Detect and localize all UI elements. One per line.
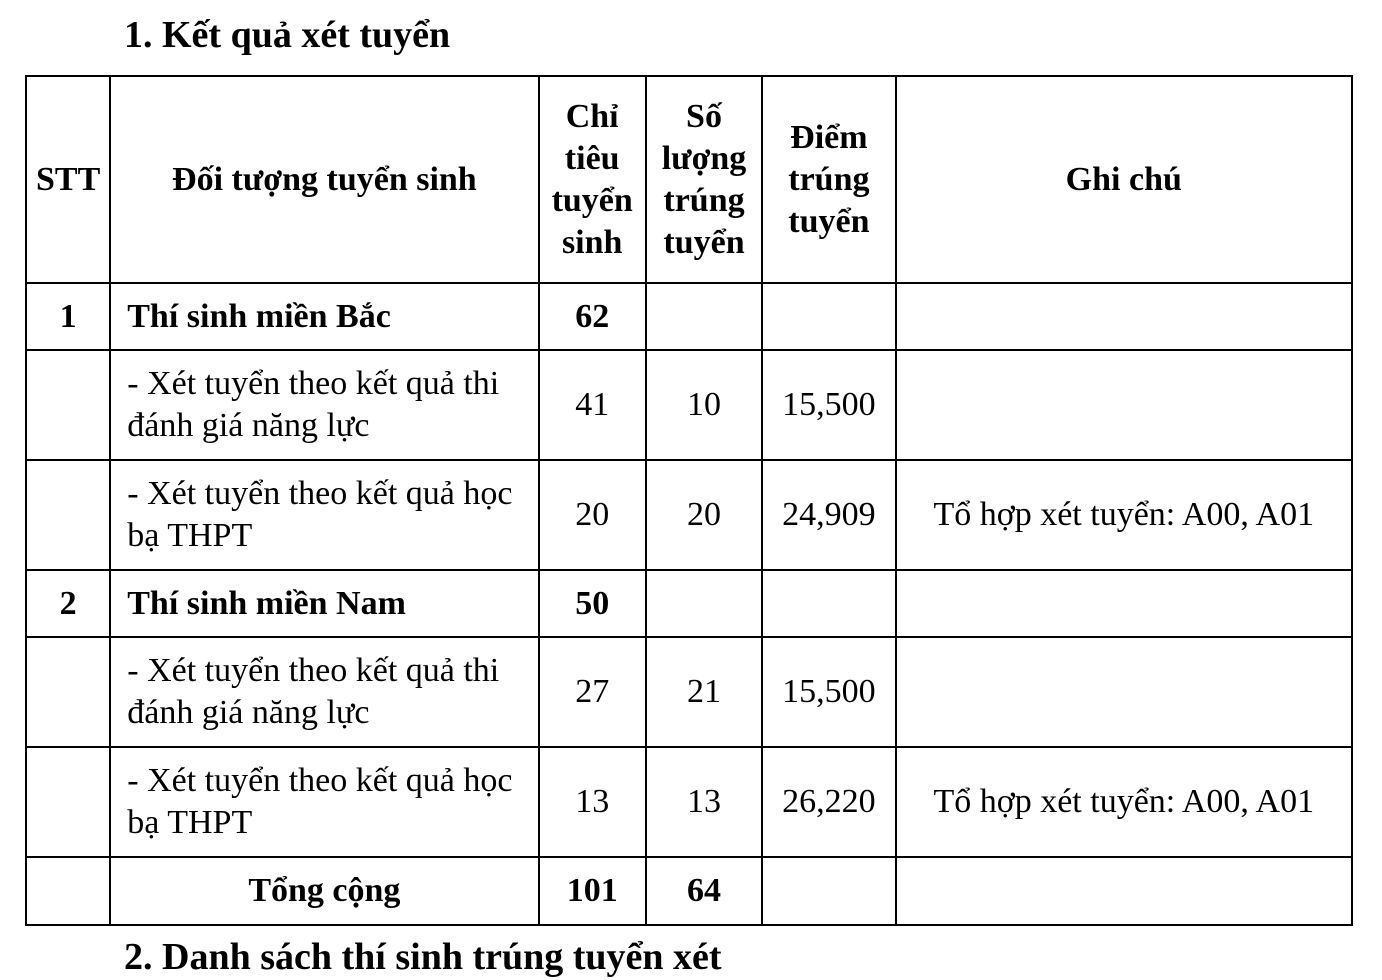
cell-count <box>646 570 762 637</box>
cell-target: - Xét tuyển theo kết quả học bạ THPT <box>110 460 538 570</box>
admission-results-table <box>25 75 1353 926</box>
cell-note <box>896 350 1352 460</box>
cell-score: 24,909 <box>762 460 895 570</box>
table-row <box>26 637 1352 747</box>
total-row <box>26 857 1352 925</box>
table-row <box>26 350 1352 460</box>
cell-target: - Xét tuyển theo kết quả học bạ THPT <box>110 747 538 857</box>
cell-count: 20 <box>646 460 762 570</box>
cell-quota: 62 <box>539 283 646 350</box>
next-section-heading: 2. Danh sách thí sinh trúng tuyển xét <box>124 936 722 978</box>
cell-stt <box>26 857 110 925</box>
table-row <box>26 460 1352 570</box>
cell-count: 13 <box>646 747 762 857</box>
cell-quota: 41 <box>539 350 646 460</box>
header-score: Điểm trúng tuyển <box>762 76 895 283</box>
cell-count <box>646 283 762 350</box>
cell-note: Tổ hợp xét tuyển: A00, A01 <box>896 747 1352 857</box>
cell-note <box>896 283 1352 350</box>
cell-note <box>896 570 1352 637</box>
header-target: Đối tượng tuyển sinh <box>110 76 538 283</box>
cell-quota: 50 <box>539 570 646 637</box>
cell-score <box>762 570 895 637</box>
cell-score: 26,220 <box>762 747 895 857</box>
table-row <box>26 747 1352 857</box>
cell-target: Thí sinh miền Nam <box>110 570 538 637</box>
cell-score <box>762 283 895 350</box>
cell-quota: 13 <box>539 747 646 857</box>
cell-stt <box>26 637 110 747</box>
header-count: Số lượng trúng tuyển <box>646 76 762 283</box>
cell-target: - Xét tuyển theo kết quả thi đánh giá năng lực <box>110 637 538 747</box>
cell-stt: 2 <box>26 570 110 637</box>
cell-target: - Xét tuyển theo kết quả thi đánh giá năng lực <box>110 350 538 460</box>
total-score <box>762 857 895 925</box>
total-quota: 101 <box>539 857 646 925</box>
header-quota: Chỉ tiêu tuyển sinh <box>539 76 646 283</box>
cell-stt <box>26 350 110 460</box>
header-note: Ghi chú <box>896 76 1352 283</box>
cell-stt <box>26 460 110 570</box>
cell-score: 15,500 <box>762 350 895 460</box>
cell-target: Thí sinh miền Bắc <box>110 283 538 350</box>
cell-quota: 20 <box>539 460 646 570</box>
total-count: 64 <box>646 857 762 925</box>
header-stt: STT <box>26 76 110 283</box>
table-header-row <box>26 76 1352 283</box>
cell-quota: 27 <box>539 637 646 747</box>
table-row <box>26 283 1352 350</box>
section-heading: 1. Kết quả xét tuyển <box>124 14 451 56</box>
cell-count: 10 <box>646 350 762 460</box>
total-label: Tổng cộng <box>110 857 538 925</box>
cell-note <box>896 637 1352 747</box>
cell-score: 15,500 <box>762 637 895 747</box>
cell-count: 21 <box>646 637 762 747</box>
cell-stt <box>26 747 110 857</box>
table-row <box>26 570 1352 637</box>
total-note <box>896 857 1352 925</box>
cell-note: Tổ hợp xét tuyển: A00, A01 <box>896 460 1352 570</box>
cell-stt: 1 <box>26 283 110 350</box>
